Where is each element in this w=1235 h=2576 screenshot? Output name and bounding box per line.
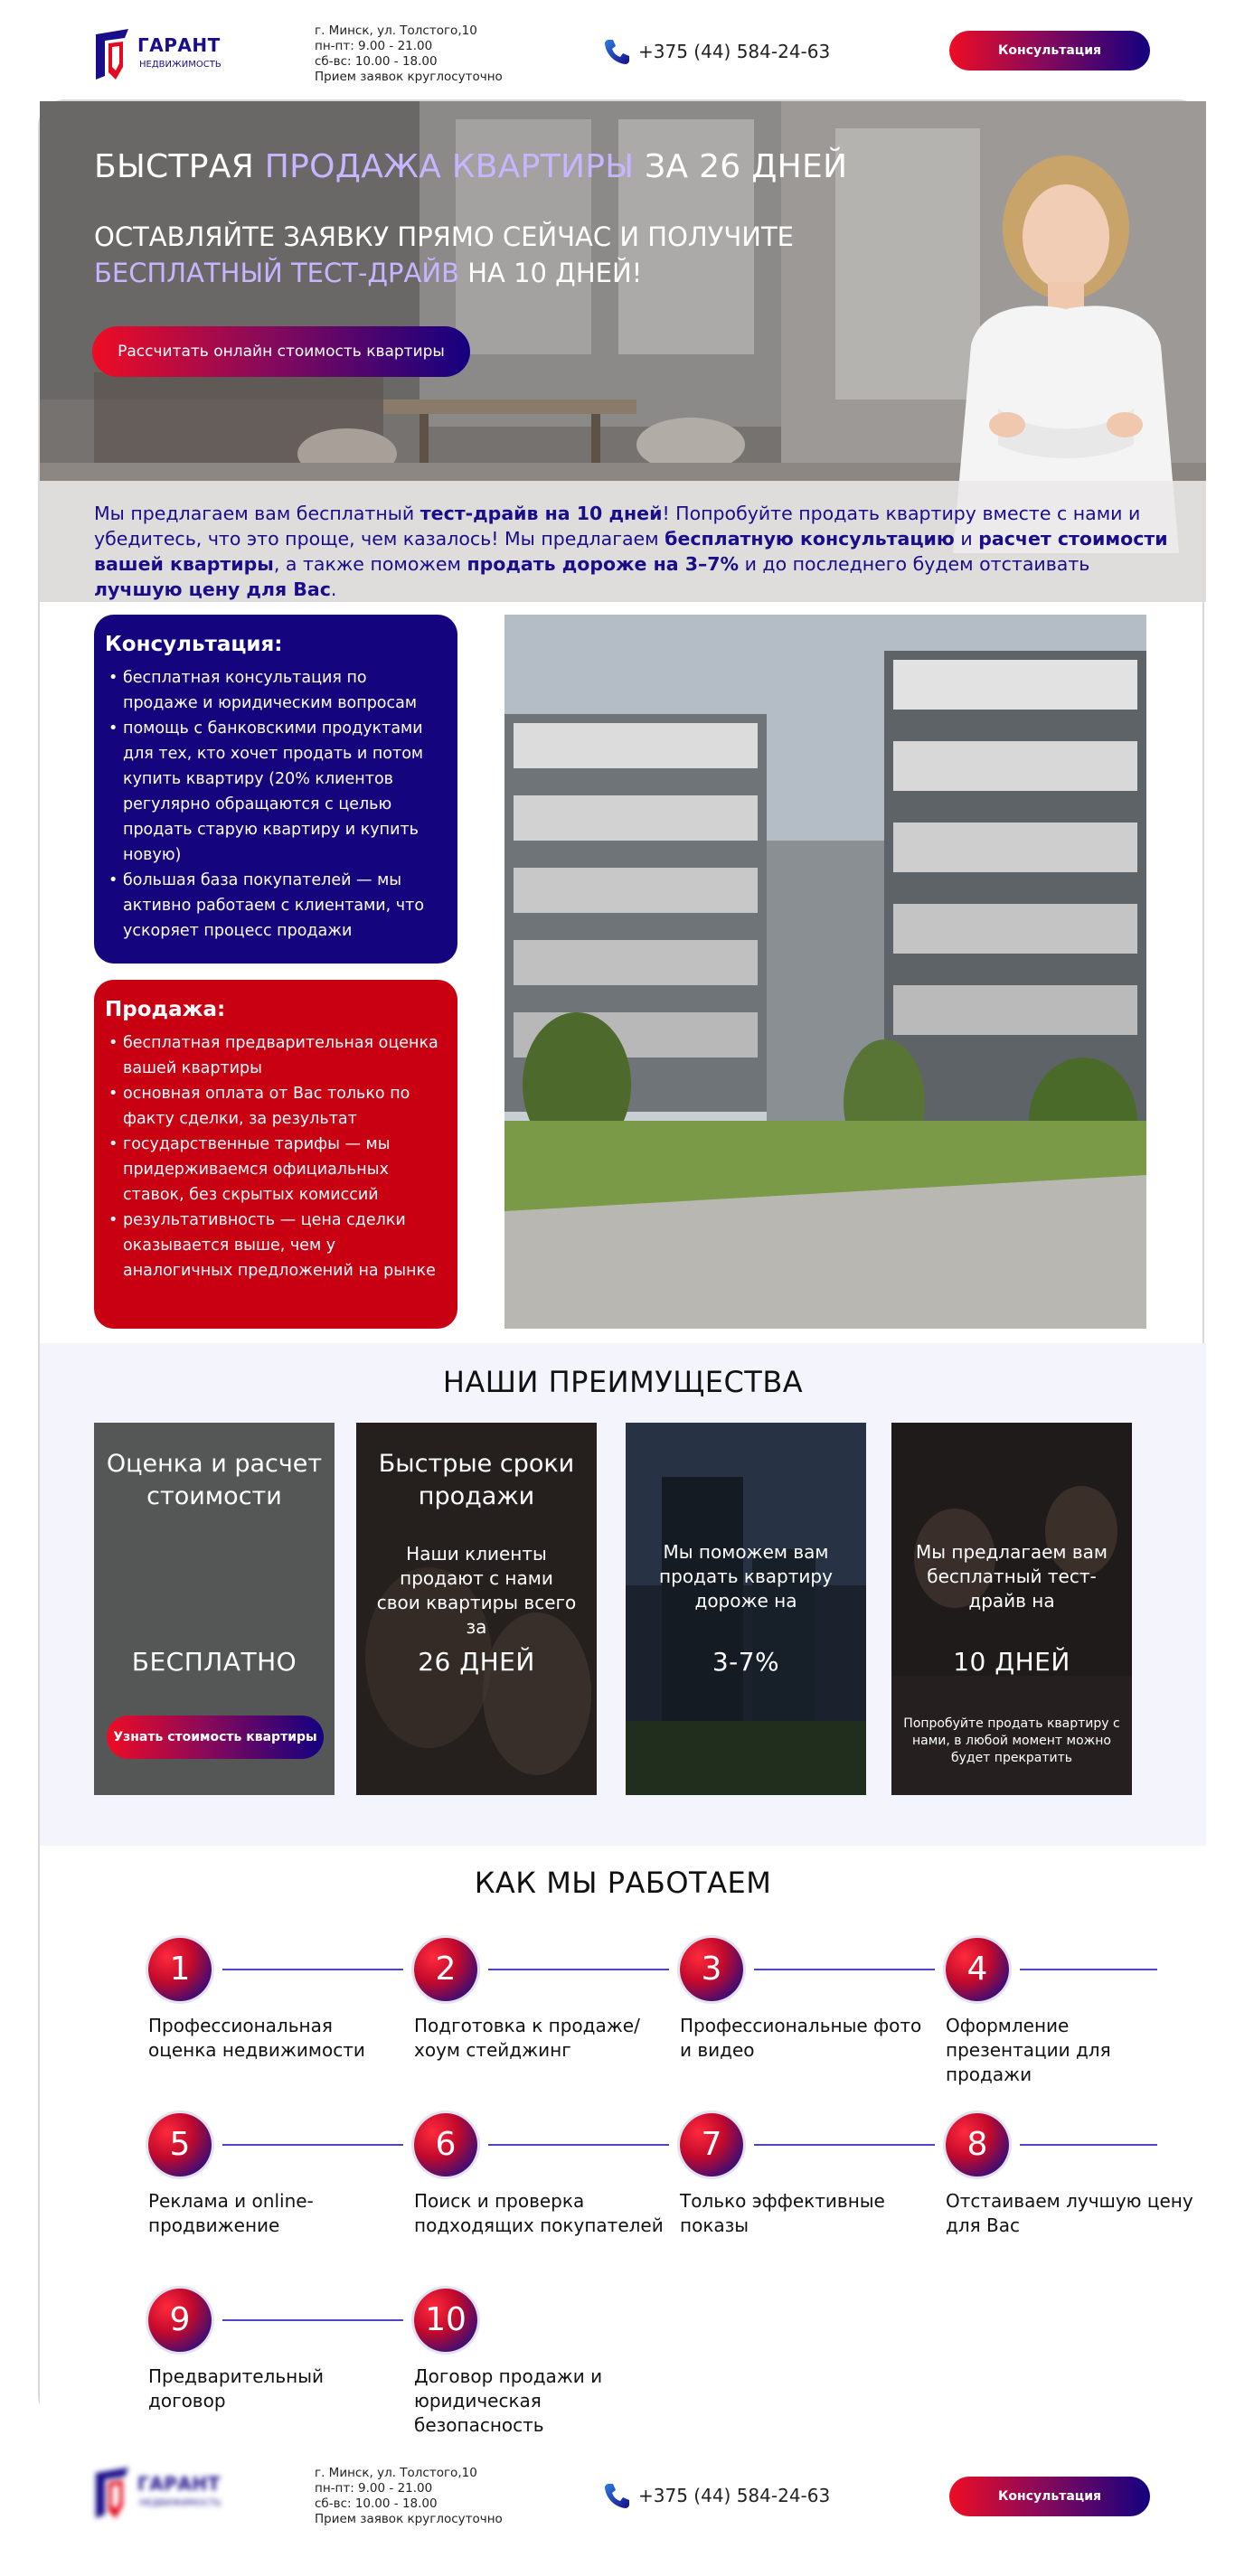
consultation-title: Консультация: — [105, 633, 283, 656]
step-label: Профессиональные фото и видео — [680, 2015, 922, 2061]
phone-number: +375 (44) 584-24-63 — [638, 2485, 831, 2506]
description-bold: продать дороже на 3–7% — [467, 553, 740, 575]
logo-subtitle: НЕДВИЖИМОСТЬ — [139, 60, 222, 70]
list-item: • государственные тарифы — мы придерживаемся официальных ставок, без скрытых комиссий — [105, 1132, 445, 1208]
step-label: Оформление презентации для продажи — [946, 2015, 1111, 2085]
hero-subtitle-line: НА 10 ДНЕЙ! — [458, 258, 643, 288]
card-description: Мы поможем вам продать квартиру дороже на — [659, 1541, 833, 1612]
step-number: 9 — [148, 2289, 212, 2352]
description-bold: расчет стоимости вашей квартиры — [94, 528, 1168, 575]
logo-name: ГАРАНТ — [137, 34, 221, 56]
step-number: 6 — [414, 2113, 477, 2176]
step-number: 2 — [414, 1938, 477, 2001]
hero-description — [94, 501, 1170, 602]
description-bold: тест-драйв на 10 дней — [420, 503, 663, 524]
step-label: Только эффективные показы — [680, 2190, 885, 2236]
logo-subtitle: НЕДВИЖИМОСТЬ — [139, 2498, 222, 2508]
step-number: 8 — [946, 2113, 1009, 2176]
step-number: 10 — [414, 2289, 477, 2352]
step-label: Профессиональная оценка недвижимости — [148, 2015, 365, 2061]
card-value: 10 ДНЕЙ — [953, 1647, 1070, 1677]
card-description: Мы предлагаем вам бесплатный тест-драйв на — [916, 1541, 1108, 1612]
list-item: • основная оплата от Вас только по факту сделки, за результат — [105, 1081, 445, 1132]
step-number: 7 — [680, 2113, 743, 2176]
how-title: КАК МЫ РАБОТАЕМ — [474, 1866, 772, 1900]
sale-box — [94, 980, 457, 1329]
footer-contact-info — [315, 2466, 503, 2527]
description-text: и до последнего будем отстаивать — [739, 553, 1090, 575]
hero-subtitle — [94, 219, 908, 291]
step-connector — [222, 1969, 403, 1970]
card-value: БЕСПЛАТНО — [131, 1647, 297, 1677]
calculate-price-button[interactable]: Рассчитать онлайн стоимость квартиры — [92, 326, 470, 377]
hours-weekdays: пн-пт: 9.00 - 21.00 — [315, 2481, 433, 2496]
hero-title — [94, 148, 847, 185]
requests-note: Прием заявок круглосуточно — [315, 70, 503, 84]
step-connector — [222, 2319, 403, 2321]
how-we-work-section — [40, 1846, 1206, 2436]
description-text: ! Попробуйте продать квартиру вместе с нами и убедитесь, что это проще, чем казалось! Мы предлагаем — [94, 503, 1141, 550]
sale-list — [105, 1030, 445, 1283]
logo-name: ГАРАНТ — [137, 2473, 221, 2495]
logo[interactable] — [92, 27, 222, 83]
footer-logo[interactable] — [92, 2466, 222, 2522]
step-connector — [1020, 1969, 1157, 1970]
step-label: Подготовка к продаже/хоум стейджинг — [414, 2015, 640, 2061]
consultation-box — [94, 615, 457, 964]
sale-title: Продажа: — [105, 998, 226, 1021]
description-bold: лучшую цену для Вас — [94, 578, 331, 600]
main-card — [38, 99, 1204, 2436]
step-connector — [488, 2144, 669, 2146]
address: г. Минск, ул. Толстого,10 — [315, 2466, 477, 2480]
building-photo — [504, 615, 1146, 1329]
description-text: . — [330, 578, 337, 600]
hero-subtitle-highlight: БЕСПЛАТНЫЙ ТЕСТ-ДРАЙВ — [94, 258, 459, 288]
logo-emblem-icon — [92, 27, 137, 83]
description-text: Мы предлагаем вам бесплатный — [94, 503, 420, 524]
description-text: , а также поможем — [273, 553, 467, 575]
card-note: Попробуйте продать квартиру с нами, в любой момент можно будет прекратить — [903, 1716, 1120, 1765]
card-value: 26 ДНЕЙ — [418, 1647, 535, 1677]
description-bold: бесплатную консультацию — [665, 528, 955, 550]
hours-weekdays: пн-пт: 9.00 - 21.00 — [315, 39, 433, 53]
logo-emblem-icon — [92, 2466, 137, 2522]
consultation-list — [105, 665, 445, 944]
hero-title-highlight: ПРОДАЖА КВАРТИРЫ — [264, 148, 635, 185]
step-label: Отстаиваем лучшую цену для Вас — [946, 2190, 1193, 2236]
phone-link[interactable] — [602, 36, 830, 67]
step-number: 1 — [148, 1938, 212, 2001]
step-number: 3 — [680, 1938, 743, 2001]
hero-title-part: ЗА 26 ДНЕЙ — [634, 148, 848, 185]
footer-consult-button[interactable]: Консультация — [949, 2477, 1150, 2516]
list-item: • бесплатная предварительная оценка вашей квартиры — [105, 1030, 445, 1081]
hero-title-part: БЫСТРАЯ — [94, 148, 265, 185]
step-connector — [754, 2144, 935, 2146]
advantages-title: НАШИ ПРЕИМУЩЕСТВА — [442, 1365, 804, 1399]
card-value: 3-7% — [712, 1647, 780, 1677]
step-connector — [488, 1969, 669, 1970]
card-title: Быстрые сроки продажи — [378, 1450, 575, 1510]
advantage-card-test-drive — [891, 1423, 1132, 1795]
contact-info — [315, 24, 503, 85]
card-title: Оценка и расчет стоимости — [106, 1450, 323, 1510]
site-footer — [0, 2440, 1235, 2558]
hero-subtitle-line: ОСТАВЛЯЙТЕ ЗАЯВКУ ПРЯМО СЕЙЧАС И ПОЛУЧИТЕ — [94, 221, 794, 252]
description-text: и — [954, 528, 979, 550]
list-item: • бесплатная консультация по продаже и юридическим вопросам — [105, 665, 445, 716]
step-number: 5 — [148, 2113, 212, 2176]
advantage-card-speed — [356, 1423, 597, 1795]
footer-phone-link[interactable] — [602, 2480, 830, 2511]
step-connector — [754, 1969, 935, 1970]
step-label: Поиск и проверка подходящих покупателей — [414, 2190, 664, 2236]
address: г. Минск, ул. Толстого,10 — [315, 24, 477, 38]
step-number: 4 — [946, 1938, 1009, 2001]
list-item: • результативность — цена сделки оказывается выше, чем у аналогичных предложений на рынке — [105, 1208, 445, 1283]
hero-section — [40, 101, 1206, 602]
list-item: • помощь с банковскими продуктами для тех, кто хочет продать и потом купить квартиру (20% клиентов регулярно обращаются с целью продать старую квартиру и купить новую) — [105, 716, 445, 868]
step-connector — [1020, 2144, 1157, 2146]
consult-button[interactable]: Консультация — [949, 31, 1150, 71]
phone-number: +375 (44) 584-24-63 — [638, 41, 831, 62]
advantages-section — [40, 1343, 1206, 1846]
hours-weekend: сб-вс: 10.00 - 18.00 — [315, 54, 438, 69]
advantage-card-price-increase — [626, 1423, 866, 1795]
step-label: Предварительный договор — [148, 2365, 324, 2411]
step-label: Договор продажи и юридическая безопасность — [414, 2365, 603, 2436]
advantage-card-pricing — [94, 1423, 335, 1795]
requests-note: Прием заявок круглосуточно — [315, 2512, 503, 2526]
phone-icon — [602, 36, 633, 67]
card-description: Наши клиенты продают с нами свои квартиры всего за — [376, 1543, 577, 1638]
hours-weekend: сб-вс: 10.00 - 18.00 — [315, 2496, 438, 2511]
price-check-button[interactable]: Узнать стоимость квартиры — [107, 1716, 324, 1759]
step-connector — [222, 2144, 403, 2146]
site-header — [0, 0, 1235, 99]
list-item: • большая база покупателей — мы активно работаем с клиентами, что ускоряет процесс продажи — [105, 868, 445, 944]
step-label: Реклама и online-продвижение — [148, 2190, 314, 2236]
phone-icon — [602, 2480, 633, 2511]
